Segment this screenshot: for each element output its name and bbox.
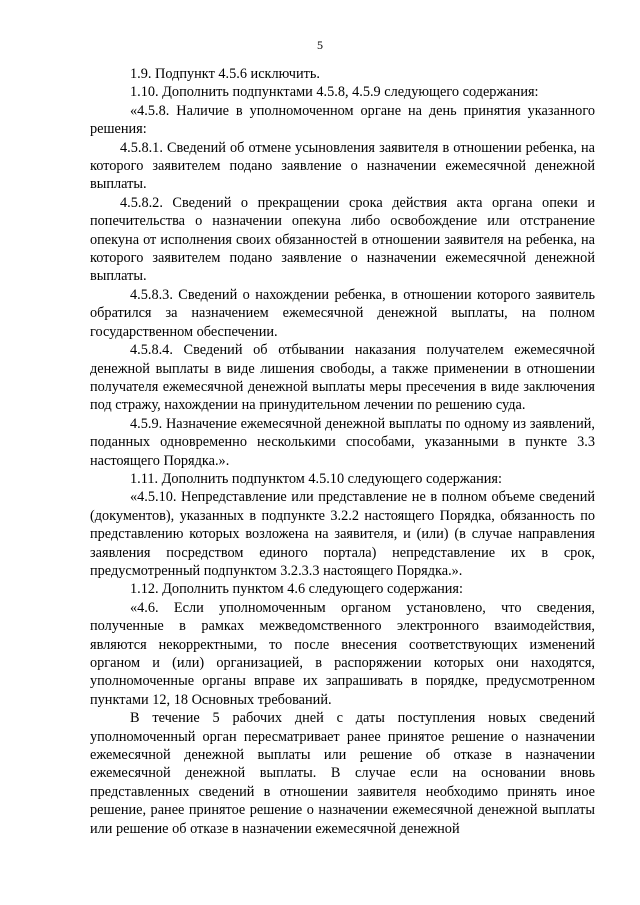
paragraph: 4.5.9. Назначение ежемесячной денежной выплаты по одному из заявлений, поданных одновременно несколькими способами, указанными в пункте 3.3 настоящего Порядка.». <box>90 415 595 469</box>
paragraph: 4.5.8.1. Сведений об отмене усыновления заявителя в отношении ребенка, на которого заявителем подано заявление о назначении ежемесячной денежной выплаты. <box>90 139 595 193</box>
paragraph: 1.12. Дополнить пунктом 4.6 следующего содержания: <box>130 581 463 598</box>
paragraph: «4.5.10. Непредставление или представление не в полном объеме сведений (документов), указанных в подпункте 3.2.2 настоящего Порядка, обязанность по представлению которых возложена на заявителя, и (или) (в случае направления заявления посредством единого портала) непредставление их в срок, предусмотренный подпунктом 3.2.3.3 настоящего Порядка.». <box>90 489 595 579</box>
document-body <box>90 65 595 838</box>
paragraph: 1.10. Дополнить подпунктами 4.5.8, 4.5.9 следующего содержания: <box>130 84 539 101</box>
paragraph: 1.11. Дополнить подпунктом 4.5.10 следующего содержания: <box>130 470 502 487</box>
paragraph: 1.9. Подпункт 4.5.6 исключить. <box>130 66 320 82</box>
paragraph: 4.5.8.4. Сведений об отбывании наказания получателем ежемесячной денежной выплаты в виде лишения свободы, а также применении в отношении получателя ежемесячной денежной выплаты меры пресечения в виде заключения под стражу, нахождении на принудительном лечении по решению суда. <box>90 342 595 414</box>
paragraph: В течение 5 рабочих дней с даты поступления новых сведений уполномоченный орган пересматривает ранее принятое решение о назначении ежемесячной денежной выплаты или решение об отказе в назначении ежемесячной денежной выплаты. В случае если на основании вновь представленных сведений в отношении заявителя необходимо принять иное решение, ранее принятое решение о назначении ежемесячной денежной выплаты или решение об отказе в назначении ежемесячной денежной <box>90 710 595 837</box>
paragraph: 4.5.8.2. Сведений о прекращении срока действия акта органа опеки и попечительства о назначении опекуна либо освобождение или отстранение опекуна от исполнения своих обязанностей в отношении заявителя на ребенка, на которого заявителем подано заявление о назначении ежемесячной денежной выплаты. <box>90 194 595 285</box>
paragraph: 4.5.8.3. Сведений о нахождении ребенка, в отношении которого заявитель обратился за назначением ежемесячной денежной выплаты, на полном государственном обеспечении. <box>90 286 595 340</box>
paragraph: «4.5.8. Наличие в уполномоченном органе на день принятия указанного решения: <box>90 102 595 138</box>
paragraph: «4.6. Если уполномоченным органом установлено, что сведения, полученные в рамках межведомственного электронного взаимодействия, являются некорректными, то после внесения соответствующих изменений органом и (или) организацией, в распоряжении которых они находятся, уполномоченные органы вправе их запрашивать в порядке, предусмотренном пунктами 12, 18 Основных требований. <box>90 599 595 708</box>
page-number: 5 <box>317 38 323 52</box>
